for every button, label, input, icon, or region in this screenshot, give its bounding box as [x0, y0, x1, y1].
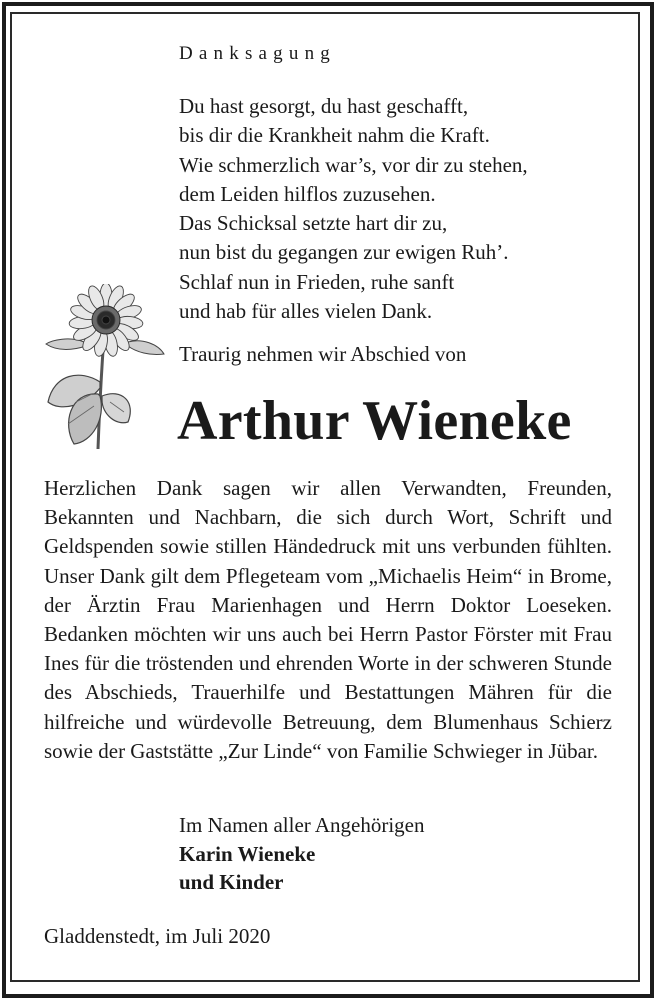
- poem-line: nun bist du gegangen zur ewigen Ruh’.: [179, 240, 509, 265]
- poem-line: Du hast gesorgt, du hast geschafft,: [179, 94, 469, 118]
- thanks-paragraph: Herzlichen Dank sagen wir allen Verwandten, Freunden, Bekannten und Nachbarn, die sich durch Wort, Schrift und Geldspenden sowie stillen Händedruck mit uns verbunden fühlten. Unser Dank gilt dem Pflegeteam vom „Michaelis Heim“ in Brome, der Ärztin Frau Marienhagen und Herrn Doktor Loeseken. Bedanken möchten wir uns auch bei Herrn Pastor Förster mit Frau Ines für die tröstenden und ehrenden Worte in der schweren Stunde des Abschieds, Trauerhilfe und Bestattungen Mähren für die hilfreiche und würdevolle Betreuung, dem Blumenhaus Schierz sowie der Gaststätte „Zur Linde“ von Familie Schwieger in Jübar.: [44, 476, 612, 763]
- poem-line: Das Schicksal setzte hart dir zu,: [179, 211, 448, 236]
- signature: [179, 811, 425, 897]
- poem-line: bis dir die Krankheit nahm die Kraft.: [179, 123, 490, 148]
- heading: Danksagung: [179, 43, 336, 64]
- poem-line: dem Leiden hilflos zuzusehen.: [179, 181, 436, 206]
- poem: [179, 92, 528, 326]
- place-date: Gladdenstedt, im Juli 2020: [44, 924, 271, 948]
- signature-line: Im Namen aller Angehörigen: [179, 813, 425, 837]
- poem-line: und hab für alles vielen Dank.: [179, 299, 433, 324]
- deceased-name: Arthur Wieneke: [177, 390, 572, 452]
- sunflower-icon: [40, 284, 170, 454]
- signature-name: Karin Wieneke: [179, 841, 316, 866]
- poem-line: Wie schmerzlich war’s, vor dir zu stehen,: [179, 152, 528, 177]
- intro-line: Traurig nehmen wir Abschied von: [179, 342, 467, 366]
- signature-family: und Kinder: [179, 870, 284, 894]
- poem-line: Schlaf nun in Frieden, ruhe sanft: [179, 269, 455, 294]
